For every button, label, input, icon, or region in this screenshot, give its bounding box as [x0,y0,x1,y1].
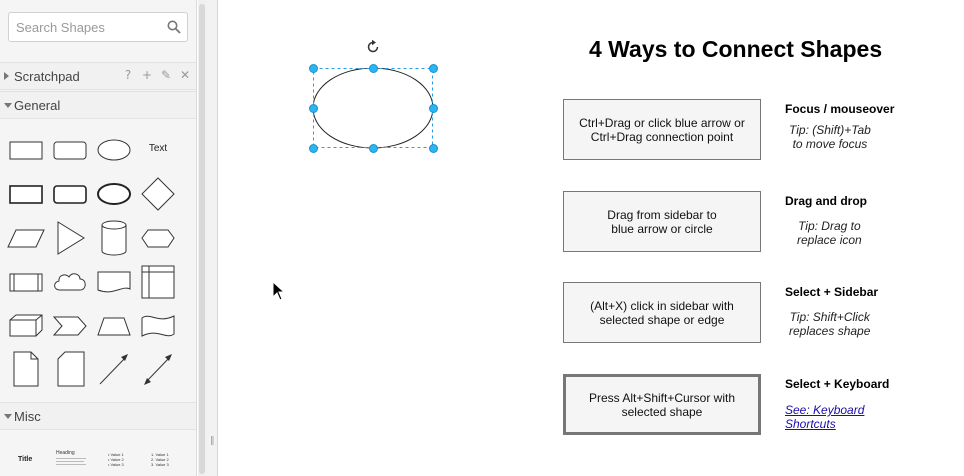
add-icon[interactable]: + [141,68,153,82]
text-line [56,461,84,462]
heading-preview: Heading [56,450,75,456]
close-icon[interactable]: ✕ [179,68,191,82]
diamond-shape[interactable] [136,170,180,214]
text-shape[interactable]: Text [148,142,168,154]
trapezoid-shape[interactable] [92,302,136,346]
step-tip-1[interactable]: Tip: (Shift)+Tab to move focus [789,123,871,151]
edit-icon[interactable]: ✎ [160,68,172,82]
search-icon[interactable] [167,20,181,34]
diagram-title[interactable]: 4 Ways to Connect Shapes [589,36,883,62]
internal-storage-shape[interactable] [136,258,180,302]
step-box-3[interactable]: (Alt+X) click in sidebar with selected shape or edge [563,282,761,343]
search-shapes-input[interactable] [9,13,159,41]
bold-rounded-rectangle-shape[interactable] [48,170,92,214]
grip-icon[interactable]: ‖ [210,436,215,446]
tape-shape[interactable] [136,302,180,346]
resize-handle[interactable] [429,144,438,153]
list-item: Value 1 [155,452,169,457]
list-item: Value 2 [110,457,124,462]
step-heading-2[interactable]: Drag and drop [785,194,868,208]
scratchpad-label: Scratchpad [14,69,80,84]
misc-label: Misc [14,409,41,424]
rounded-rectangle-shape[interactable] [48,126,92,170]
textbox-shape[interactable] [56,450,92,470]
sidebar-scrollbar[interactable] [198,0,206,476]
step-shape[interactable] [48,302,92,346]
help-icon[interactable]: ? [124,68,132,82]
cylinder-shape[interactable] [92,214,136,258]
list-item: Value 2 [155,457,169,462]
collapse-caret-icon[interactable] [4,103,12,108]
bulleted-list-shape[interactable]: • Value 1 • Value 2 • Value 3 [108,452,124,467]
bold-ellipse-shape[interactable] [92,170,136,214]
text-line [56,464,86,465]
line-arrow-shape[interactable] [92,346,136,390]
scratchpad-tools [122,68,191,82]
step-tip-3[interactable]: Tip: Shift+Click replaces shape [789,310,871,338]
step-box-4[interactable]: Press Alt+Shift+Cursor with selected shape [563,374,761,435]
cloud-shape[interactable] [48,258,92,302]
rotate-icon[interactable] [365,39,381,55]
parallelogram-shape[interactable] [4,214,48,258]
resize-handle[interactable] [309,64,318,73]
numbered-list-shape[interactable]: 1. Value 1 2. Value 2 3. Value 3 [151,452,169,467]
title-shape[interactable]: Title [18,456,33,463]
resize-handle[interactable] [369,144,378,153]
shapes-sidebar [0,0,197,476]
misc-section-header[interactable] [0,402,197,430]
ellipse-shape[interactable] [92,126,136,170]
list-item: Value 3 [155,462,169,467]
resize-handle[interactable] [309,144,318,153]
bidirectional-arrow-shape[interactable] [136,346,180,390]
resize-handle[interactable] [429,104,438,113]
document-shape[interactable] [92,258,136,302]
keyboard-shortcuts-link[interactable]: See: Keyboard Shortcuts [785,403,865,431]
triangle-shape[interactable] [48,214,92,258]
step-heading-4[interactable]: Select + Keyboard [785,377,890,391]
process-shape[interactable] [4,258,48,302]
resize-handle[interactable] [309,104,318,113]
text-line [56,458,86,459]
selected-ellipse-shape[interactable] [313,68,443,153]
general-section-header[interactable] [0,91,197,119]
step-box-1[interactable]: Ctrl+Drag or click blue arrow or Ctrl+Drag connection point [563,99,761,160]
collapse-caret-icon[interactable] [4,414,12,419]
resize-handle[interactable] [369,64,378,73]
hexagon-shape[interactable] [136,214,180,258]
list-item: Value 3 [110,462,124,467]
sidebar-resize-handle[interactable] [206,0,218,476]
step-tip-2[interactable]: Tip: Drag to replace icon [797,219,862,247]
step-heading-3[interactable]: Select + Sidebar [785,285,879,299]
note-shape[interactable] [4,346,48,390]
general-label: General [14,98,61,113]
resize-handle[interactable] [429,64,438,73]
card-shape[interactable] [48,346,92,390]
step-heading-1[interactable]: Focus / mouseover [785,102,895,116]
scratchpad-section-header[interactable] [0,62,197,90]
scrollbar-thumb[interactable] [199,4,205,474]
diagram-canvas[interactable] [219,0,964,476]
list-item: Value 1 [110,452,124,457]
cube-shape[interactable] [4,302,48,346]
search-shapes-box[interactable] [8,12,188,42]
rectangle-shape[interactable] [4,126,48,170]
expand-caret-icon[interactable] [4,72,9,80]
mouse-cursor-icon [272,281,286,301]
step-box-2[interactable]: Drag from sidebar to blue arrow or circle [563,191,761,252]
bold-rectangle-shape[interactable] [4,170,48,214]
